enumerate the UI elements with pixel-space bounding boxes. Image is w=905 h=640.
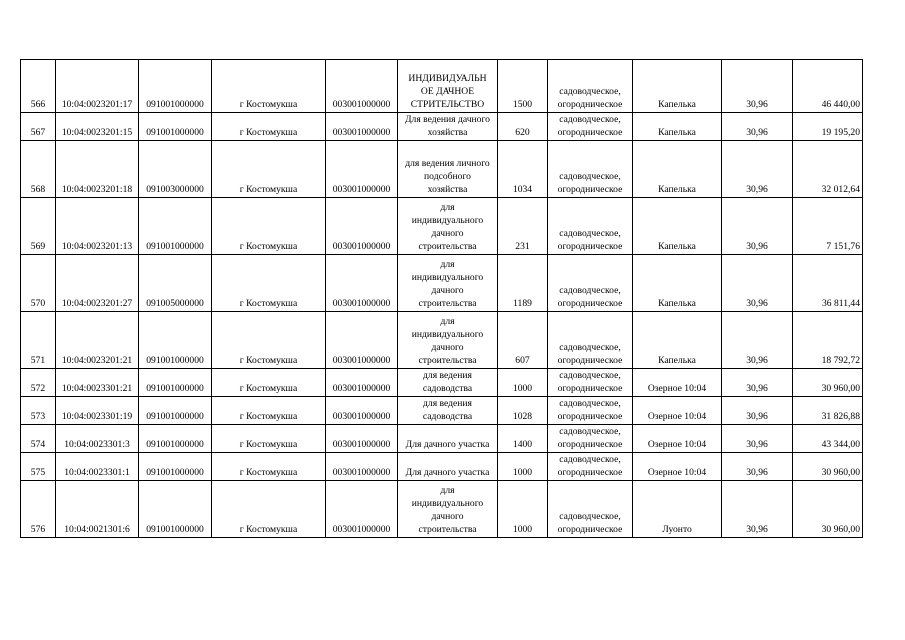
cadastral-number-cell: 10:04:0023301:21: [56, 369, 139, 397]
area-cell: 1028: [498, 397, 548, 425]
location-cell: Капелька: [633, 60, 722, 113]
land-category-line: садоводческое,: [559, 114, 621, 125]
land-category-cell: [548, 198, 633, 255]
permitted-use-line: для: [440, 259, 455, 270]
table-row: [21, 369, 863, 397]
permitted-use-line: садоводства: [422, 411, 473, 422]
area-cell: 1000: [498, 481, 548, 538]
permitted-use-line: для: [440, 202, 455, 213]
location-cell: Озерное 10:04: [633, 397, 722, 425]
permitted-use-line: строительства: [418, 355, 477, 366]
cadastral-value-cell: 31 826,88: [793, 397, 863, 425]
cadastral-value-cell: 30 960,00: [793, 369, 863, 397]
permitted-use-line: для: [440, 316, 455, 327]
table-row: [21, 425, 863, 453]
permitted-use-line: для ведения: [423, 370, 472, 381]
row-number-cell: 571: [21, 312, 56, 369]
rate-cell: 30,96: [722, 481, 793, 538]
permitted-use-line: строительства: [418, 524, 477, 535]
area-cell: 620: [498, 113, 548, 141]
land-category-line: садоводческое,: [559, 228, 621, 239]
land-category-cell: [548, 481, 633, 538]
oktmo-code-cell: 003001000000: [326, 481, 398, 538]
land-category-line: огородническое: [557, 298, 623, 309]
okato-code-cell: 091001000000: [139, 113, 212, 141]
rate-cell: 30,96: [722, 369, 793, 397]
permitted-use-line: индивидуального: [411, 498, 484, 509]
city-cell: г Костомукша: [212, 481, 326, 538]
cadastral-number-cell: 10:04:0021301:6: [56, 481, 139, 538]
rate-cell: 30,96: [722, 141, 793, 198]
area-cell: 1400: [498, 425, 548, 453]
permitted-use-cell: [398, 198, 498, 255]
cadastral-number-cell: 10:04:0023301:19: [56, 397, 139, 425]
okato-code-cell: 091005000000: [139, 255, 212, 312]
permitted-use-line: хозяйства: [427, 127, 468, 138]
city-cell: г Костомукша: [212, 60, 326, 113]
permitted-use-line: дачного: [431, 511, 464, 522]
permitted-use-line: для: [440, 485, 455, 496]
permitted-use-line: индивидуального: [411, 329, 484, 340]
row-number-cell: 574: [21, 425, 56, 453]
table-row: [21, 141, 863, 198]
cadastral-number-cell: 10:04:0023201:27: [56, 255, 139, 312]
oktmo-code-cell: 003001000000: [326, 141, 398, 198]
area-cell: 1500: [498, 60, 548, 113]
land-category-line: огородническое: [557, 355, 623, 366]
land-category-cell: [548, 141, 633, 198]
okato-code-cell: 091001000000: [139, 397, 212, 425]
permitted-use-line: Для дачного участка: [405, 467, 490, 478]
rate-cell: 30,96: [722, 255, 793, 312]
row-number-cell: 573: [21, 397, 56, 425]
table-body: [21, 60, 863, 538]
land-category-line: огородническое: [557, 241, 623, 252]
permitted-use-cell: [398, 425, 498, 453]
location-cell: Капелька: [633, 255, 722, 312]
table-row: [21, 60, 863, 113]
row-number-cell: 570: [21, 255, 56, 312]
oktmo-code-cell: 003001000000: [326, 312, 398, 369]
row-number-cell: 576: [21, 481, 56, 538]
permitted-use-line: ИНДИВИДУАЛЬН: [408, 73, 487, 84]
okato-code-cell: 091001000000: [139, 453, 212, 481]
permitted-use-cell: [398, 369, 498, 397]
okato-code-cell: 091001000000: [139, 425, 212, 453]
rate-cell: 30,96: [722, 60, 793, 113]
city-cell: г Костомукша: [212, 141, 326, 198]
location-cell: Капелька: [633, 312, 722, 369]
land-category-cell: [548, 255, 633, 312]
rate-cell: 30,96: [722, 425, 793, 453]
cadastral-value-cell: 7 151,76: [793, 198, 863, 255]
cadastral-number-cell: 10:04:0023201:13: [56, 198, 139, 255]
area-cell: 1034: [498, 141, 548, 198]
permitted-use-line: Для ведения дачного: [405, 114, 490, 125]
cadastral-value-cell: 43 344,00: [793, 425, 863, 453]
area-cell: 1189: [498, 255, 548, 312]
land-category-line: садоводческое,: [559, 426, 621, 437]
table-row: [21, 312, 863, 369]
land-category-cell: [548, 453, 633, 481]
cadastral-number-cell: 10:04:0023201:17: [56, 60, 139, 113]
location-cell: Озерное 10:04: [633, 453, 722, 481]
oktmo-code-cell: 003001000000: [326, 453, 398, 481]
oktmo-code-cell: 003001000000: [326, 369, 398, 397]
cadastral-number-cell: 10:04:0023301:3: [56, 425, 139, 453]
land-category-line: садоводческое,: [559, 398, 621, 409]
land-plot-table: [20, 59, 863, 538]
oktmo-code-cell: 003001000000: [326, 60, 398, 113]
area-cell: 1000: [498, 369, 548, 397]
permitted-use-cell: [398, 453, 498, 481]
row-number-cell: 568: [21, 141, 56, 198]
land-category-line: огородническое: [557, 383, 623, 394]
location-cell: Капелька: [633, 113, 722, 141]
land-category-line: садоводческое,: [559, 370, 621, 381]
okato-code-cell: 091001000000: [139, 312, 212, 369]
city-cell: г Костомукша: [212, 113, 326, 141]
land-category-line: садоводческое,: [559, 171, 621, 182]
location-cell: Луонто: [633, 481, 722, 538]
permitted-use-line: СТРИТЕЛЬСТВО: [410, 99, 485, 110]
table-row: [21, 113, 863, 141]
permitted-use-cell: [398, 60, 498, 113]
cadastral-value-cell: 32 012,64: [793, 141, 863, 198]
land-category-line: садоводческое,: [559, 454, 621, 465]
okato-code-cell: 091001000000: [139, 481, 212, 538]
oktmo-code-cell: 003001000000: [326, 198, 398, 255]
city-cell: г Костомукша: [212, 453, 326, 481]
okato-code-cell: 091001000000: [139, 60, 212, 113]
permitted-use-line: строительства: [418, 298, 477, 309]
cadastral-number-cell: 10:04:0023301:1: [56, 453, 139, 481]
permitted-use-line: дачного: [431, 342, 464, 353]
land-category-line: огородническое: [557, 524, 623, 535]
location-cell: Капелька: [633, 141, 722, 198]
table-row: [21, 453, 863, 481]
table-row: [21, 481, 863, 538]
land-category-line: садоводческое,: [559, 86, 621, 97]
land-category-cell: [548, 369, 633, 397]
rate-cell: 30,96: [722, 198, 793, 255]
row-number-cell: 575: [21, 453, 56, 481]
permitted-use-line: хозяйства: [427, 184, 468, 195]
location-cell: Капелька: [633, 198, 722, 255]
oktmo-code-cell: 003001000000: [326, 255, 398, 312]
cadastral-number-cell: 10:04:0023201:18: [56, 141, 139, 198]
permitted-use-line: подсобного: [424, 171, 471, 182]
oktmo-code-cell: 003001000000: [326, 113, 398, 141]
permitted-use-line: Для дачного участка: [405, 439, 490, 450]
cadastral-value-cell: 30 960,00: [793, 481, 863, 538]
rate-cell: 30,96: [722, 397, 793, 425]
cadastral-number-cell: 10:04:0023201:15: [56, 113, 139, 141]
permitted-use-cell: [398, 113, 498, 141]
permitted-use-cell: [398, 141, 498, 198]
cadastral-value-cell: 30 960,00: [793, 453, 863, 481]
row-number-cell: 567: [21, 113, 56, 141]
land-category-cell: [548, 397, 633, 425]
land-category-line: садоводческое,: [559, 511, 621, 522]
land-category-line: садоводческое,: [559, 285, 621, 296]
permitted-use-cell: [398, 255, 498, 312]
okato-code-cell: 091001000000: [139, 369, 212, 397]
permitted-use-cell: [398, 397, 498, 425]
land-category-line: огородническое: [557, 99, 623, 110]
permitted-use-line: индивидуального: [411, 215, 484, 226]
cadastral-value-cell: 19 195,20: [793, 113, 863, 141]
permitted-use-line: для ведения личного: [405, 158, 490, 169]
oktmo-code-cell: 003001000000: [326, 397, 398, 425]
city-cell: г Костомукша: [212, 397, 326, 425]
cadastral-value-cell: 46 440,00: [793, 60, 863, 113]
land-category-line: огородническое: [557, 184, 623, 195]
permitted-use-cell: [398, 481, 498, 538]
permitted-use-line: дачного: [431, 228, 464, 239]
city-cell: г Костомукша: [212, 255, 326, 312]
okato-code-cell: 091003000000: [139, 141, 212, 198]
city-cell: г Костомукша: [212, 198, 326, 255]
land-category-cell: [548, 60, 633, 113]
permitted-use-line: строительства: [418, 241, 477, 252]
land-category-cell: [548, 425, 633, 453]
cadastral-number-cell: 10:04:0023201:21: [56, 312, 139, 369]
city-cell: г Костомукша: [212, 425, 326, 453]
area-cell: 607: [498, 312, 548, 369]
permitted-use-line: дачного: [431, 285, 464, 296]
location-cell: Озерное 10:04: [633, 425, 722, 453]
row-number-cell: 566: [21, 60, 56, 113]
table-row: [21, 198, 863, 255]
table-row: [21, 397, 863, 425]
land-category-line: огородническое: [557, 411, 623, 422]
cadastral-value-cell: 36 811,44: [793, 255, 863, 312]
permitted-use-line: для ведения: [423, 398, 472, 409]
land-category-line: огородническое: [557, 439, 623, 450]
rate-cell: 30,96: [722, 113, 793, 141]
okato-code-cell: 091001000000: [139, 198, 212, 255]
city-cell: г Костомукша: [212, 369, 326, 397]
permitted-use-line: садоводства: [422, 383, 473, 394]
area-cell: 231: [498, 198, 548, 255]
land-category-line: садоводческое,: [559, 342, 621, 353]
row-number-cell: 569: [21, 198, 56, 255]
land-category-cell: [548, 312, 633, 369]
permitted-use-cell: [398, 312, 498, 369]
area-cell: 1000: [498, 453, 548, 481]
table-row: [21, 255, 863, 312]
rate-cell: 30,96: [722, 312, 793, 369]
cadastral-value-cell: 18 792,72: [793, 312, 863, 369]
location-cell: Озерное 10:04: [633, 369, 722, 397]
row-number-cell: 572: [21, 369, 56, 397]
land-category-cell: [548, 113, 633, 141]
permitted-use-line: ОЕ ДАЧНОЕ: [420, 86, 475, 97]
rate-cell: 30,96: [722, 453, 793, 481]
oktmo-code-cell: 003001000000: [326, 425, 398, 453]
city-cell: г Костомукша: [212, 312, 326, 369]
land-category-line: огородническое: [557, 127, 623, 138]
permitted-use-line: индивидуального: [411, 272, 484, 283]
land-category-line: огородническое: [557, 467, 623, 478]
